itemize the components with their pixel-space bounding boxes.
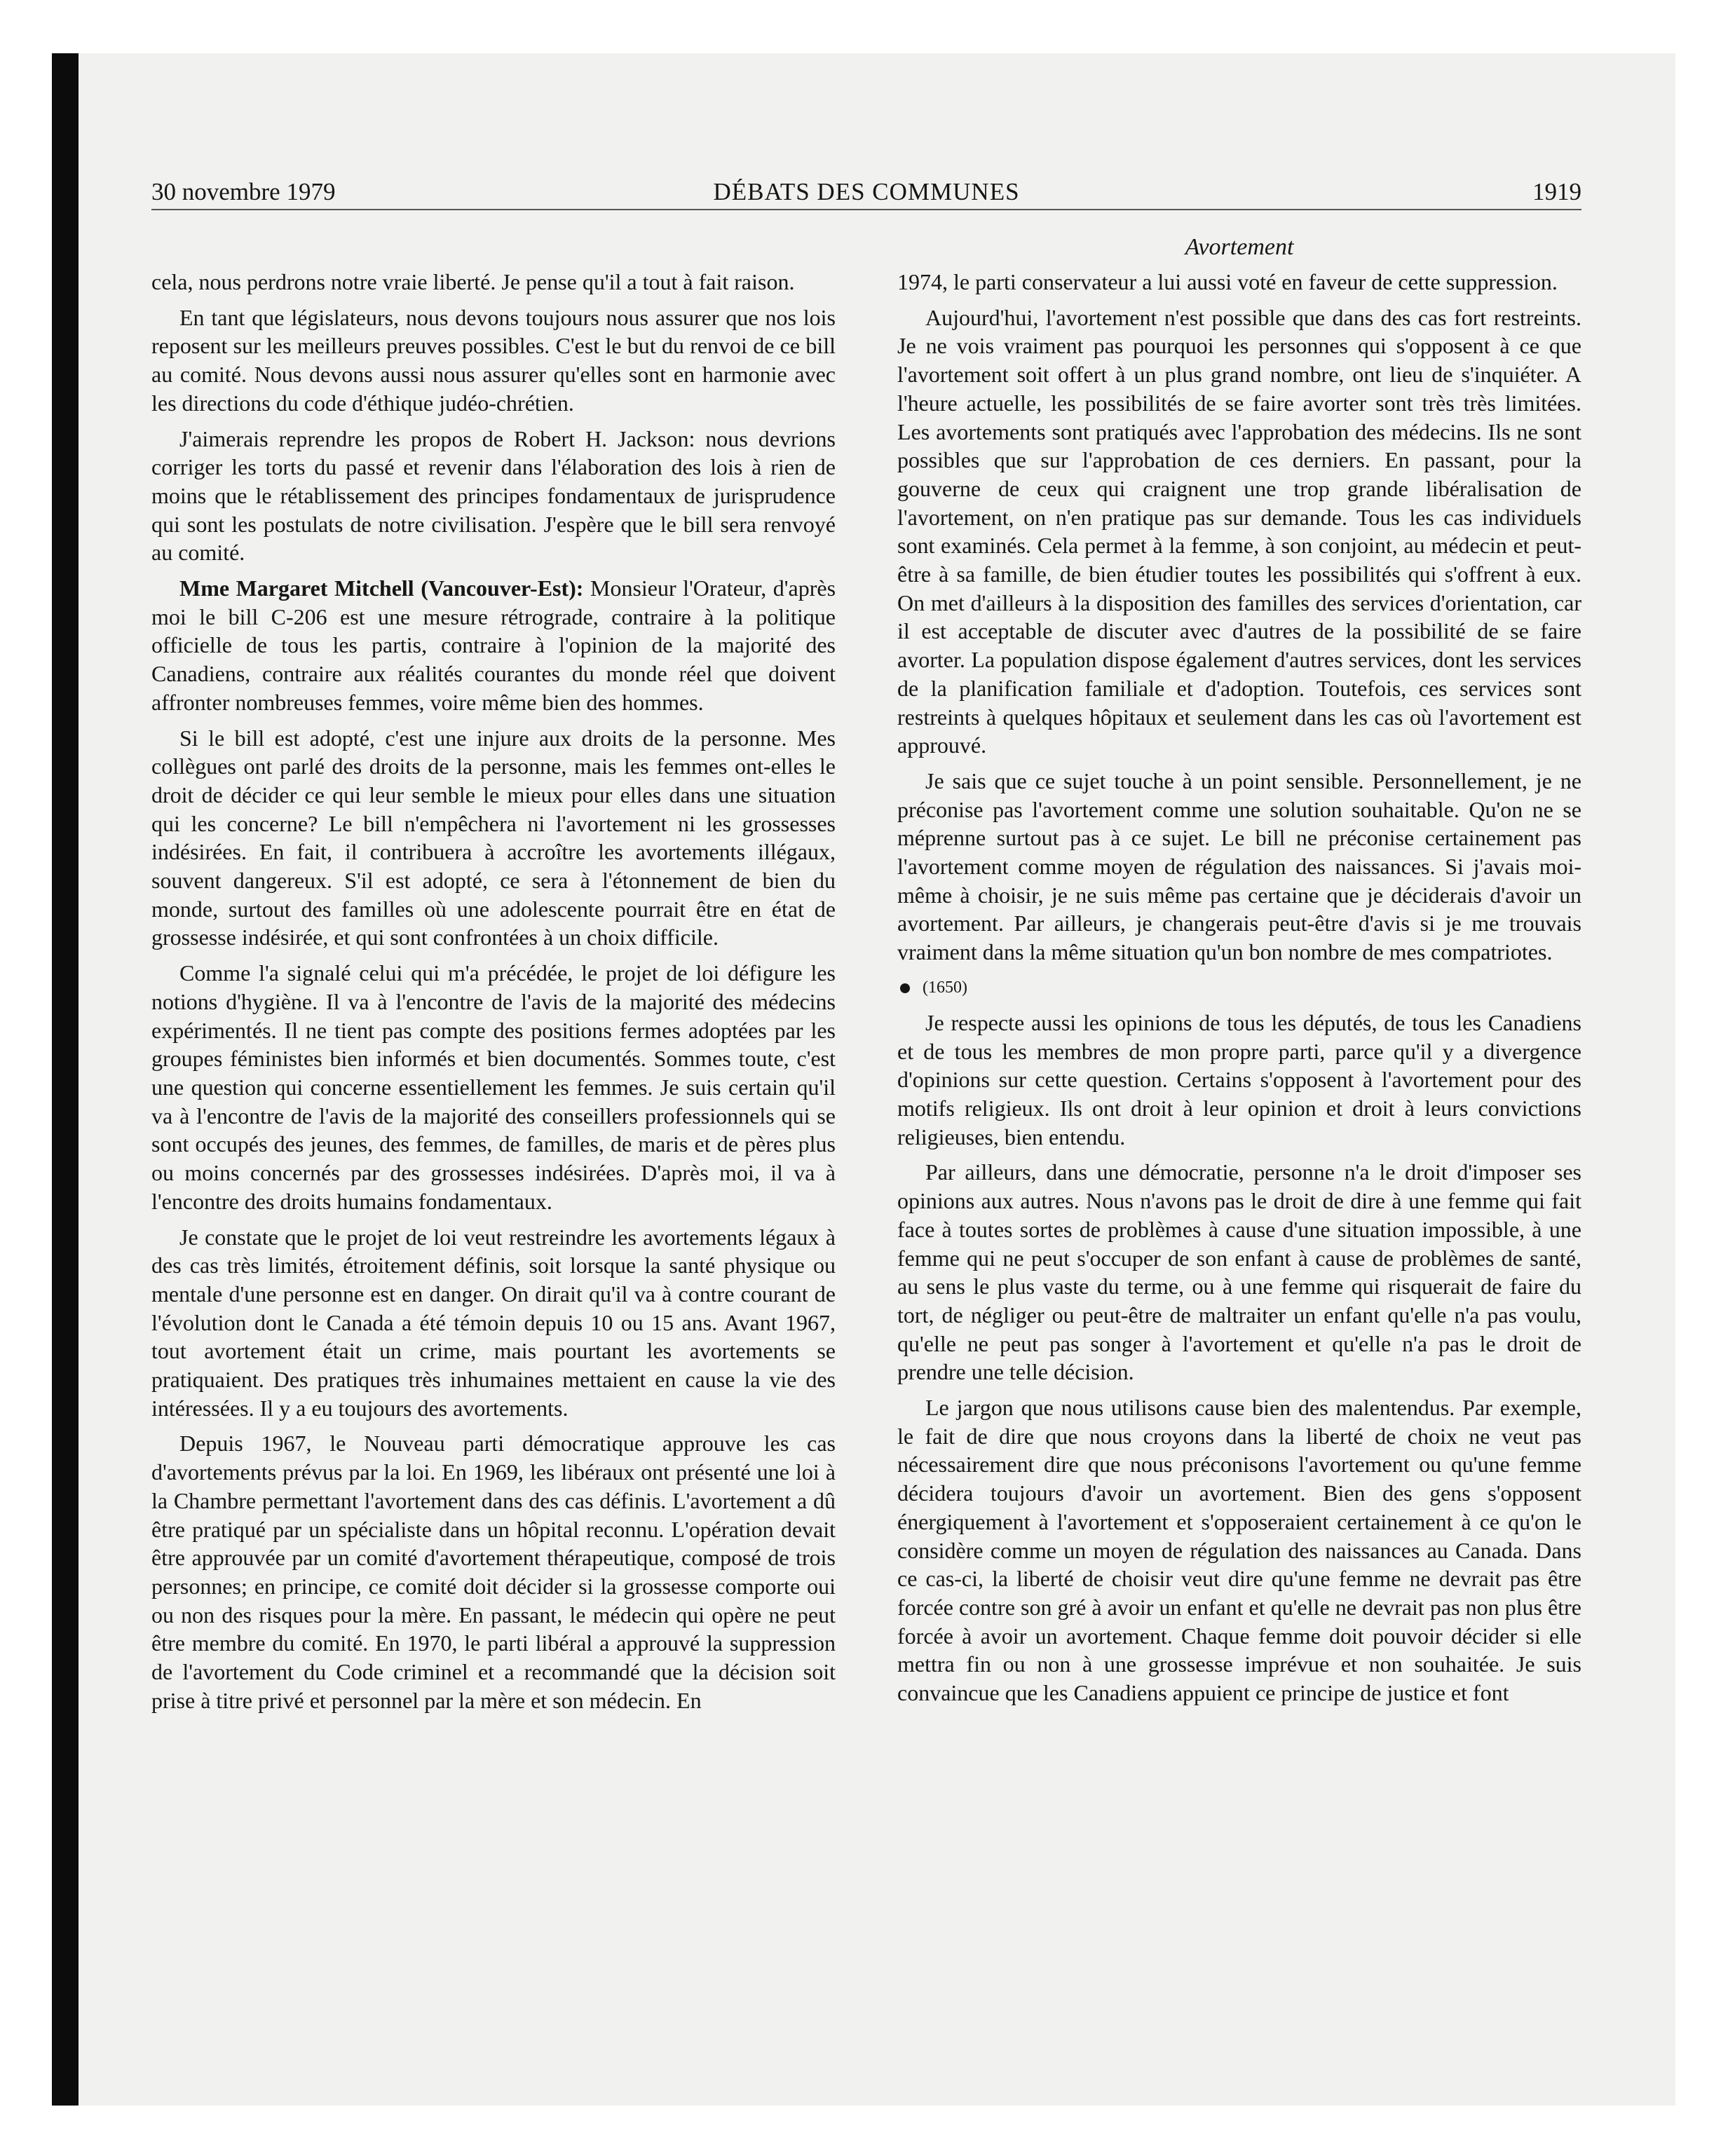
- bullet-icon: [900, 983, 910, 993]
- paragraph: Je respecte aussi les opinions de tous les députés, de tous les Canadiens et de tous les membres de mon propre parti, parce qu'il y a divergence d'opinions sur cette question. Certains s'opposent à l'avortement pour des motifs religieux. Ils ont droit à leur opinion et droit à leurs convictions religieuses, bien entendu.: [897, 1009, 1581, 1149]
- subject-heading: Avortement: [1185, 234, 1294, 260]
- time-marker: [897, 974, 1581, 1002]
- paragraph: Aujourd'hui, l'avortement n'est possible que dans des cas fort restreints. Je ne vois vraiment pas pourquoi les personnes qui s'opposent à ce que l'avortement soit offert à un plus grand nombre, ont lieu de s'inquiéter. A l'heure actuelle, les possibilités de se faire avorter sont très très limitées. Les avortements sont pratiqués avec l'approbation des médecins. Ils ne sont possibles que sur l'approbation de ces derniers. En passant, pour la gouverne de ceux qui craignent une trop grande libéralisation de l'avortement, on n'en pratique pas sur demande. Tous les cas individuels sont examinés. Cela permet à la femme, à son conjoint, au médecin et peut-être à sa famille, de bien étudier toutes les possibilités qui s'offrent à eux. On met d'ailleurs à la disposition des familles des services d'orientation, car il est acceptable de discuter avec d'autres de la possibilité de se faire avorter. La population dispose également d'autres services, dont les services de la planification familiale et d'adoption. Toutefois, ces services sont restreints à quelques hôpitaux et seulement dans les cas où l'avortement est approuvé.: [897, 304, 1581, 758]
- left-column: [151, 268, 836, 1721]
- speaker-name: Mme Margaret Mitchell (Vancouver-Est):: [179, 575, 584, 601]
- paragraph: cela, nous perdrons notre vraie liberté. Je pense qu'il a tout à fait raison.: [151, 269, 795, 294]
- paragraph: Si le bill est adopté, c'est une injure aux droits de la personne. Mes collègues ont parlé des droits de la personne, mais les femmes ont-elles le droit de décider ce qui leur semble le mieux pour elles dans une situation qui les concerne? Le bill n'empêchera ni l'avortement ni les grossesses indésirées. En fait, il contribuera à accroître les avortements illégaux, souvent dangereux. S'il est adopté, ce sera à l'étonnement de bien du monde, surtout des familles où une adolescente pourrait être en état de grossesse indésirée, et qui sont confrontées à un choix difficile.: [151, 725, 836, 950]
- scan-edge-bar: [52, 53, 79, 2106]
- paragraph: Le jargon que nous utilisons cause bien des malentendus. Par exemple, le fait de dire que nous croyons dans la liberté de choix ne veut pas nécessairement dire que nous préconisons l'avortement ou qu'une femme décidera toujours d'avoir un avortement. Bien des gens s'opposent énergiquement à l'avortement et s'opposeraient certainement à ce qu'on le considère comme un moyen de régulation des naissances au Canada. Dans ce cas-ci, la liberté de choisir veut dire qu'une femme ne devrait pas être forcée contre son gré à avoir un enfant et qu'elle ne devrait pas non plus être forcée à avoir un avortement. Chaque femme doit pouvoir décider si elle mettra fin ou non à une grossesse imprévue et non souhaitée. Je suis convaincue que les Canadiens appuient ce principe de justice et font: [897, 1395, 1581, 1706]
- header-date: 30 novembre 1979: [151, 178, 336, 205]
- paragraph: Je sais que ce sujet touche à un point sensible. Personnellement, je ne préconise pas l'avortement comme une solution souhaitable. Qu'on ne se méprenne surtout pas à ce sujet. Le bill ne préconise certainement pas l'avortement comme moyen de régulation des naissances. Si j'avais moi-même à choisir, je ne suis même pas certaine que je déciderais d'avoir un avortement. Par ailleurs, je changerais peut-être d'avis si je me trouvais vraiment dans la même situation qu'un bon nombre de mes compatriotes.: [897, 767, 1581, 965]
- paragraph: En tant que législateurs, nous devons toujours nous assurer que nos lois reposent sur les meilleurs preuves possibles. C'est le but du renvoi de ce bill au comité. Nous devons aussi nous assurer qu'elles sont en harmonie avec les directions du code d'éthique judéo-chrétien.: [151, 304, 836, 416]
- speech-paragraph: [151, 574, 836, 717]
- right-column: [897, 268, 1581, 1714]
- paragraph: Je constate que le projet de loi veut restreindre les avortements légaux à des cas très limités, étroitement définis, soit lorsque la santé physique ou mentale d'une personne est en danger. On dirait qu'il va à contre courant de l'évolution dont le Canada a été témoin depuis 10 ou 15 ans. Avant 1967, tout avortement était un crime, mais pourtant les avortements se pratiquaient. Des pratiques très inhumaines mettaient en cause la vie des intéressées. Il y a eu toujours des avortements.: [151, 1224, 836, 1421]
- paragraph: Comme l'a signalé celui qui m'a précédée, le projet de loi défigure les notions d'hygiène. Il va à l'encontre de l'avis de la majorité des médecins expérimentés. Il ne tient pas compte des positions fermes adoptées par les groupes féministes bien informés et bien documentés. Sommes toute, c'est une question qui concerne essentiellement les femmes. Je suis certain qu'il va à l'encontre de l'avis de la majorité des conseillers professionnels qui se sont occupés des jeunes, des femmes, de familles, de maris et de pères plus ou moins concernés par des grossesses indésirées. D'après moi, il va à l'encontre des droits humains fondamentaux.: [151, 960, 836, 1214]
- paragraph: Depuis 1967, le Nouveau parti démocratique approuve les cas d'avortements prévus par la loi. En 1969, les libéraux ont présenté une loi à la Chambre permettant l'avortement dans des cas définis. L'avortement a dû être pratiqué par un spécialiste dans un hôpital reconnu. L'opération devait être approuvée par un comité d'avortement thérapeutique, composé de trois personnes; en principe, ce comité doit décider si la grossesse comporte oui ou non des risques pour la mère. En passant, le médecin qui opère ne peut être membre du comité. En 1970, le parti libéral a approuvé la suppression de l'avortement du Code criminel et a recommandé que la décision soit prise à titre privé et personnel par la mère et son médecin. En: [151, 1431, 836, 1713]
- header-rule: [151, 209, 1581, 210]
- paragraph: J'aimerais reprendre les propos de Robert H. Jackson: nous devrions corriger les torts du passé et revenir dans l'élaboration des lois à rien de moins que le rétablissement des principes fondamentaux de jurisprudence qui sont les postulats de notre civilisation. J'espère que le bill sera renvoyé au comité.: [151, 425, 836, 566]
- timestamp: (1650): [923, 978, 967, 997]
- page-number: 1919: [1532, 178, 1581, 205]
- speech-text: Monsieur l'Orateur, d'après moi le bill C-206 est une mesure rétrograde, contraire à la politique officielle de tous les partis, contraire à l'opinion de la majorité des Canadiens, contraire aux réalités courantes du monde réel que doivent affronter nombreuses femmes, voire même bien des hommes.: [151, 575, 836, 715]
- running-header: [151, 171, 1581, 213]
- paragraph: Par ailleurs, dans une démocratie, personne n'a le droit d'imposer ses opinions aux autres. Nous n'avons pas le droit de dire à une femme qui fait face à toutes sortes de problèmes à cause d'une situation impossible, à une femme qui ne peut s'occuper de son enfant à cause de problèmes de santé, au sens le plus vaste du terme, ou à une femme qui risquerait de faire du tort, de négliger ou peut-être de maltraiter un enfant qu'elle n'a pas voulu, qu'elle ne peut pas songer à l'avortement et qu'elle n'a pas le droit de prendre une telle décision.: [897, 1159, 1581, 1385]
- paragraph: 1974, le parti conservateur a lui aussi voté en faveur de cette suppression.: [897, 269, 1558, 294]
- header-title: DÉBATS DES COMMUNES: [713, 178, 1020, 205]
